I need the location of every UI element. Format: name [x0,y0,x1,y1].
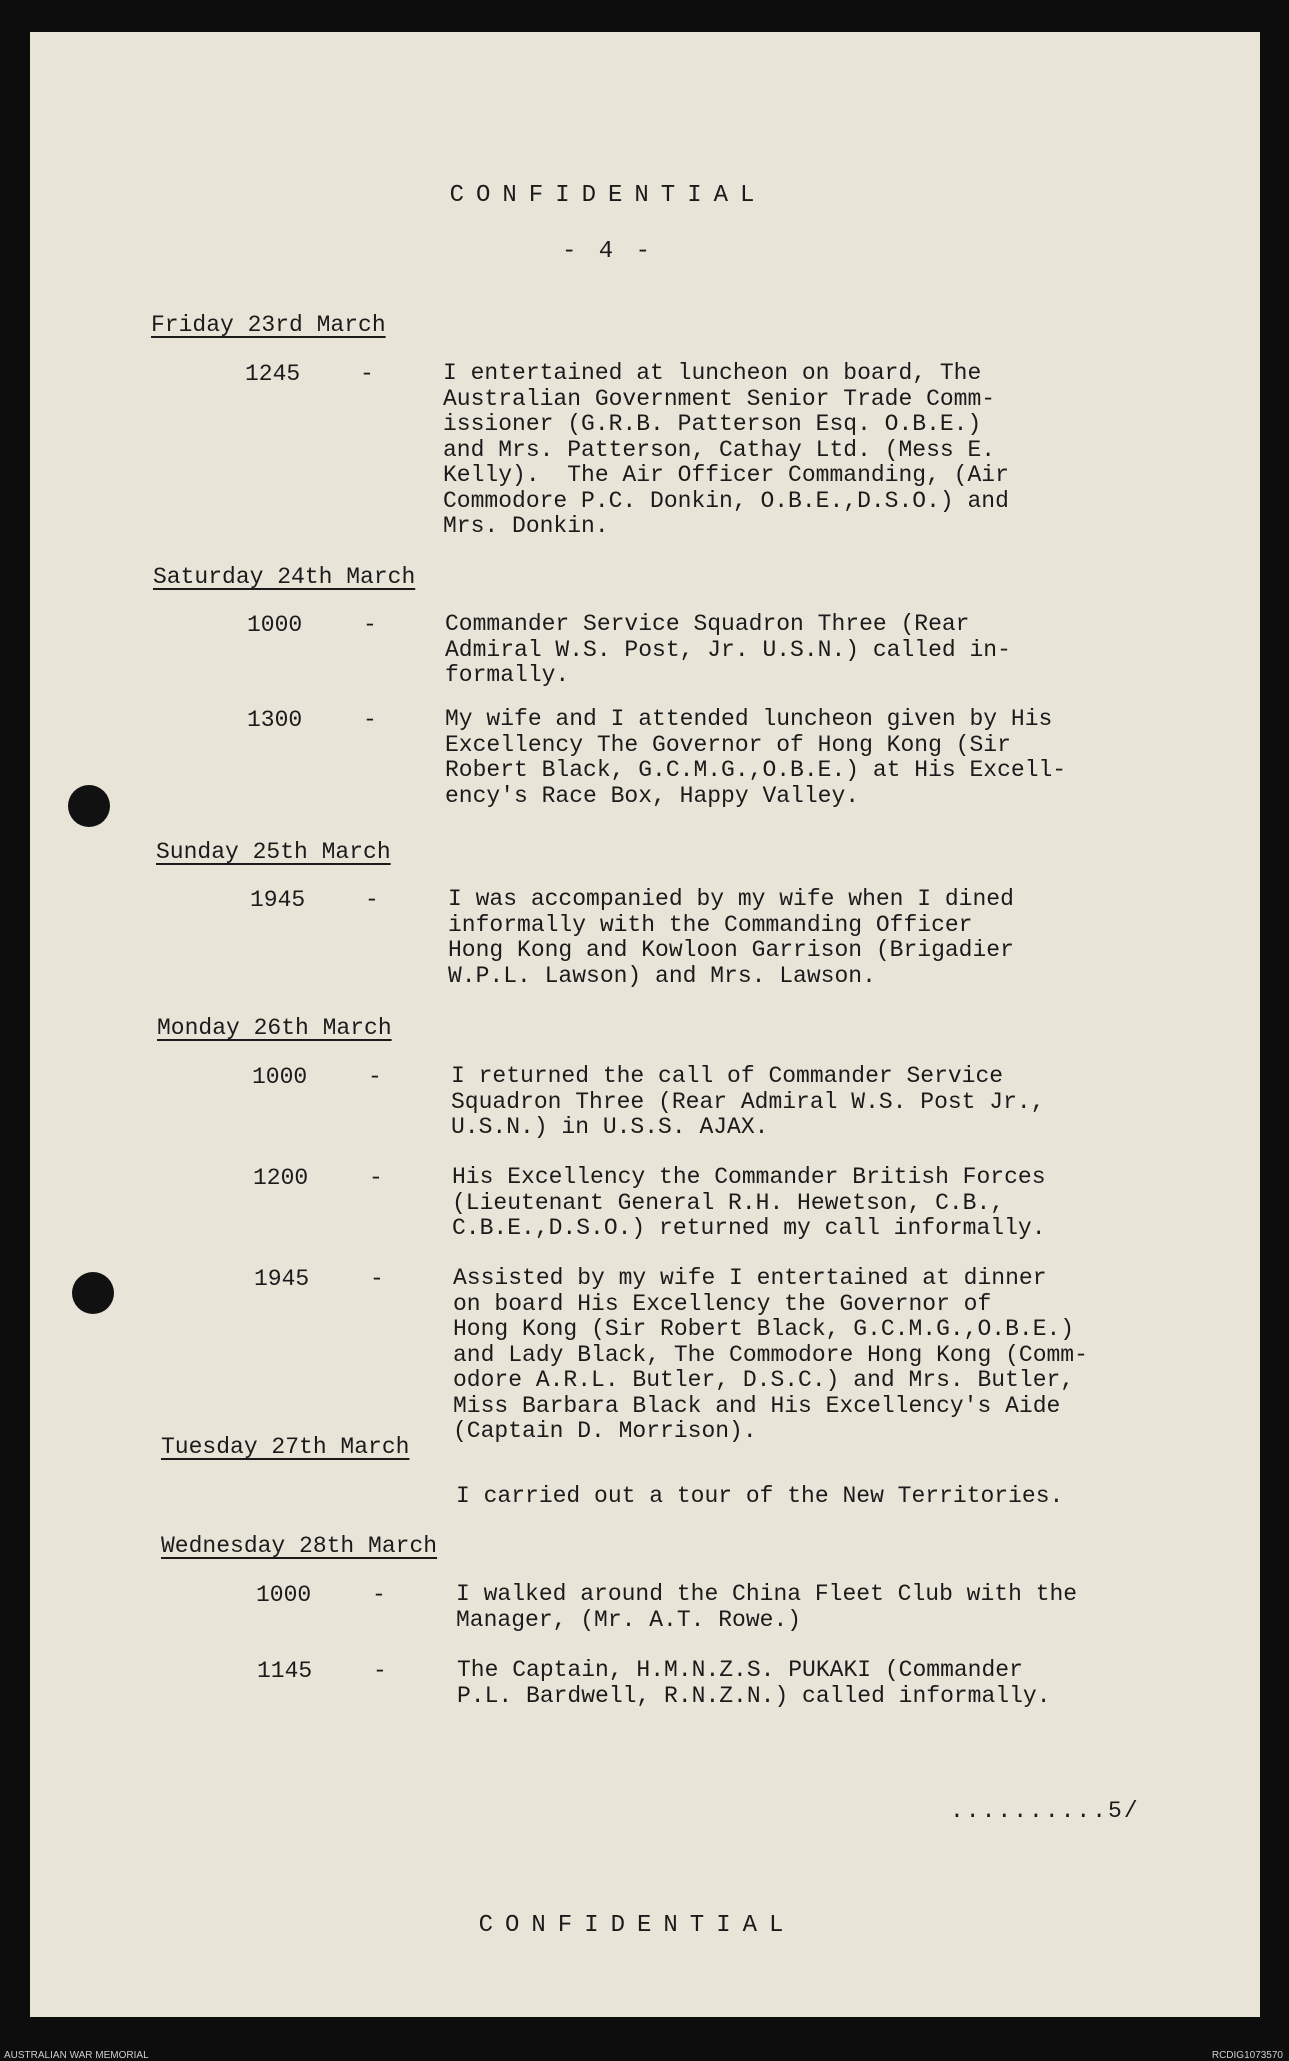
entry-text: I carried out a tour of the New Territories. [456,1483,1064,1509]
entry-time: 1200 [253,1165,309,1191]
continuation-marker: ..........5/ [950,1798,1140,1824]
punch-hole-top [68,785,110,827]
entry-dash: - [369,1165,383,1191]
day-heading: Sunday 25th March [156,839,391,865]
archive-id: RCDIG1073570 [1211,2050,1283,2061]
entry-text: My wife and I attended luncheon given by His Excellency The Governor of Hong Kong (Sir Robert Black, G.C.M.G.,O.B.E.) at His Excell- ency's Race Box, Happy Valley. [445,706,1067,809]
entry-text: I returned the call of Commander Service Squadron Three (Rear Admiral W.S. Post Jr., U.S.N.) in U.S.S. AJAX. [451,1063,1045,1140]
entry-time: 1300 [247,707,303,733]
page-number: - 4 - [561,238,654,265]
entry-dash: - [363,707,377,733]
entry-dash: - [365,887,379,913]
entry-time: 1945 [250,887,306,913]
day-heading: Monday 26th March [157,1015,392,1041]
entry-time: 1000 [252,1064,308,1090]
entry-time: 1945 [254,1266,310,1292]
entry-dash: - [363,612,377,638]
day-heading: Tuesday 27th March [161,1434,410,1460]
day-heading: Friday 23rd March [151,312,386,338]
entry-text: I walked around the China Fleet Club with the Manager, (Mr. A.T. Rowe.) [456,1581,1078,1633]
entry-text: I was accompanied by my wife when I dined informally with the Commanding Officer Hong Kong and Kowloon Garrison (Brigadier W.P.L. Lawson) and Mrs. Lawson. [448,886,1014,989]
entry-dash: - [368,1064,382,1090]
entry-text: His Excellency the Commander British Forces (Lieutenant General R.H. Hewetson, C.B., C.B.E.,D.S.O.) returned my call informally. [452,1164,1046,1241]
day-heading: Wednesday 28th March [161,1533,438,1559]
classification-footer: CONFIDENTIAL [478,1912,796,1939]
entry-text: Commander Service Squadron Three (Rear Admiral W.S. Post, Jr. U.S.N.) called in- formally. [445,611,1011,688]
punch-hole-bottom [72,1272,114,1314]
document-page [30,32,1260,2017]
entry-dash: - [370,1266,384,1292]
entry-dash: - [373,1658,387,1684]
entry-time: 1000 [256,1582,312,1608]
entry-text: I entertained at luncheon on board, The Australian Government Senior Trade Comm- issioner (G.R.B. Patterson Esq. O.B.E.) and Mrs. Patterson, Cathay Ltd. (Mess E. Kelly). The Air Officer Commanding, (Air Commodore P.C. Donkin, O.B.E.,D.S.O.) and Mrs. Donkin. [443,360,1009,539]
classification-header: CONFIDENTIAL [449,182,767,209]
entry-text: Assisted by my wife I entertained at dinner on board His Excellency the Governor of Hong Kong (Sir Robert Black, G.C.M.G.,O.B.E.) and Lady Black, The Commodore Hong Kong (Comm- odore A.R.L. Butler, D.S.C.) and Mrs. Butler, Miss Barbara Black and His Excellency's Aide (Captain D. Morrison). [453,1265,1088,1444]
entry-dash: - [360,361,374,387]
entry-dash: - [372,1582,386,1608]
archive-credit: AUSTRALIAN WAR MEMORIAL [4,2050,149,2061]
entry-text: The Captain, H.M.N.Z.S. PUKAKI (Commander P.L. Bardwell, R.N.Z.N.) called informally. [457,1657,1051,1709]
entry-time: 1245 [245,361,301,387]
day-heading: Saturday 24th March [153,564,416,590]
entry-time: 1145 [257,1658,313,1684]
entry-time: 1000 [247,612,303,638]
